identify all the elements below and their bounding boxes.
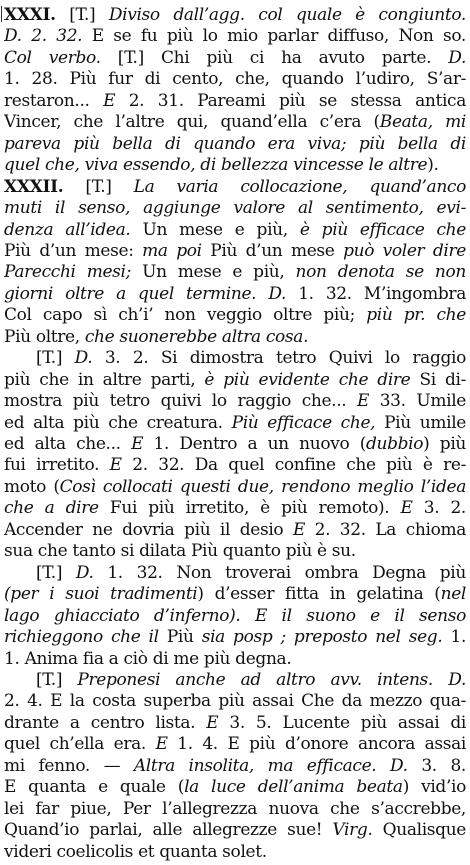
text-line bbox=[4, 839, 466, 865]
text-run: lei far piue, Per l’allegrezza nuova che s’accrebbe, bbox=[4, 798, 466, 819]
text-run: più che in altre parti, bbox=[4, 369, 205, 390]
text-run: [T.] bbox=[36, 348, 75, 369]
text-run: quel che, viva essendo, di bellezza vincesse le altre bbox=[4, 155, 428, 176]
text-run: D. 2. 32. bbox=[4, 26, 92, 47]
text-run: E bbox=[357, 391, 370, 412]
text-run: E se fu più lo mio parlar diffuso, Non so. bbox=[91, 26, 466, 47]
margin-mark bbox=[1, 6, 2, 22]
text-run: 1. 32. M’ingombra bbox=[286, 283, 466, 304]
text-run: [T.] Chi più ci ha avuto parte. bbox=[100, 47, 449, 68]
text-run: La varia collocazione, quand’anco bbox=[133, 176, 466, 197]
text-run: E bbox=[155, 734, 168, 755]
text-run: D. bbox=[74, 348, 93, 369]
text-run: 1. Anima fia a ciò di me più degna. bbox=[4, 648, 292, 669]
text-run: Preponesi anche ad altro avv. intens. bbox=[77, 669, 433, 690]
text-run: ). bbox=[427, 155, 439, 176]
text-run: D. bbox=[448, 47, 466, 68]
text-run: è più efficace che bbox=[299, 219, 466, 240]
text-run: può voler dire bbox=[343, 240, 466, 261]
text-run: 33. Umile bbox=[369, 391, 466, 412]
text-run: Così collocati questi due, rendono meglio l’idea bbox=[59, 476, 466, 497]
text-run: sua che tanto si dilata Più quanto più è su. bbox=[4, 541, 356, 562]
text-run: 2. 4. E la costa superba più assai Che da mezzo qua- bbox=[4, 691, 466, 712]
text-run: moto ( bbox=[4, 476, 60, 497]
text-run bbox=[433, 670, 448, 690]
text-run: Un mese e più, bbox=[130, 219, 300, 240]
text-run: Più d’un mese: bbox=[4, 240, 143, 261]
text-run: 2. 32. La chioma bbox=[305, 519, 466, 540]
text-run: Più bbox=[166, 627, 194, 648]
text-run: mi fenno. — bbox=[4, 755, 134, 776]
text-run: Vincer, che l’altre qui, quand’ella c’era ( bbox=[4, 112, 380, 133]
text-run: Accender ne dovria più il desio bbox=[4, 519, 293, 540]
text-run: denza all’idea. bbox=[4, 219, 131, 240]
text-run: D. bbox=[448, 669, 466, 690]
text-run: mostra più tetro quivi lo raggio che... bbox=[4, 391, 357, 412]
text-run: dubbio bbox=[365, 434, 424, 454]
text-run: che suonerebbe altra cosa. bbox=[84, 326, 309, 347]
text-run: pareva più bella di quando era viva; più bella di bbox=[4, 133, 466, 154]
text-run: E bbox=[206, 712, 219, 733]
text-run: 1. 28. Più fur di cento, che, quando l’udiro, S’ar- bbox=[4, 69, 466, 90]
text-run: [T.] bbox=[36, 669, 78, 690]
text-run: E bbox=[131, 434, 144, 454]
text-run: Altra insolita, ma efficace. bbox=[133, 755, 377, 776]
text-run: XXXII. bbox=[4, 176, 64, 197]
text-run: videri coelicolis et quanta solet. bbox=[4, 841, 267, 862]
text-run: ) più bbox=[423, 434, 466, 454]
text-run: ma poi bbox=[142, 240, 202, 261]
text-run: Qualisque bbox=[372, 820, 466, 841]
text-run: Più d’un mese bbox=[201, 240, 344, 261]
text-run: Più oltre, bbox=[4, 326, 85, 347]
text-run: ( bbox=[4, 584, 11, 605]
text-run: richieggono che il bbox=[4, 627, 167, 648]
text-run: XXXI. bbox=[4, 5, 56, 25]
text-run: giorni oltre a quel termine. bbox=[4, 283, 257, 304]
text-run: 1. 32. Non troverai ombra Degna più bbox=[93, 562, 466, 583]
text-run: [T.] bbox=[55, 5, 109, 25]
text-run bbox=[376, 756, 390, 776]
text-run: sia posp ; preposto nel seg. bbox=[193, 627, 443, 648]
text-run bbox=[256, 284, 268, 304]
text-run: Si di- bbox=[410, 369, 466, 390]
text-run: Diviso dall’agg. col quale è congiunto. bbox=[108, 5, 466, 25]
text-run: Parecchi mesi; bbox=[4, 262, 132, 283]
text-run: Più efficace che, bbox=[231, 412, 376, 433]
text-run: ed alta che... bbox=[4, 434, 132, 454]
text-run: 1. Dentro a un nuovo ( bbox=[143, 434, 366, 454]
text-run: Virg. bbox=[332, 820, 373, 841]
text-run: ed alta più che creatura. bbox=[4, 412, 232, 433]
text-run: 2. 32. Da quel confine che più è re- bbox=[121, 455, 466, 476]
text-run: [T.] bbox=[63, 176, 134, 197]
text-run: Fui più irretito, è più remoto). bbox=[98, 498, 401, 519]
text-run: che a dire bbox=[4, 498, 99, 519]
text-run: 3. 5. Lucente più assai di bbox=[218, 712, 466, 733]
text-run: nel bbox=[440, 584, 466, 605]
text-run: Più umile bbox=[375, 412, 466, 433]
text-run: Quand’io parlai, alle allegrezze sue! bbox=[4, 820, 333, 841]
text-run: E bbox=[109, 455, 122, 476]
text-run: muti il senso, aggiunge valore al sentimento, evi- bbox=[4, 198, 466, 219]
text-run: 1. bbox=[442, 627, 466, 648]
text-run: 3. 8. bbox=[407, 755, 466, 776]
text-run: ) vid’io bbox=[402, 777, 466, 798]
text-run: quel ch’ella era. bbox=[4, 734, 156, 755]
text-run: D. bbox=[75, 562, 94, 583]
text-run: Beata, mi bbox=[379, 112, 466, 133]
text-run: 1. 4. E più d’onore ancora assai bbox=[167, 734, 466, 755]
text-run: Col verbo. bbox=[4, 47, 101, 68]
text-run: più pr. che bbox=[366, 305, 466, 326]
text-run: fui irretito. bbox=[4, 455, 110, 476]
text-run: per i suoi tradimenti bbox=[10, 584, 198, 605]
text-run: 3. 2. Si dimostra tetro Quivi lo raggio bbox=[92, 348, 466, 369]
text-run: è più evidente che dire bbox=[204, 369, 411, 390]
text-run: E bbox=[103, 90, 116, 111]
text-run: non denota se non bbox=[295, 262, 466, 283]
text-run: E quanta e quale ( bbox=[4, 777, 185, 798]
text-run: drante a centro lista. bbox=[4, 712, 207, 733]
text-run: lago ghiacciato d’inferno). E il suono e il senso bbox=[4, 605, 466, 626]
text-run: la luce dell’anima beata bbox=[184, 777, 403, 798]
text-run: E bbox=[292, 519, 305, 540]
text-run: Col capo sì ch’i’ non veggio oltre più; bbox=[4, 305, 367, 326]
text-run: 2. 31. Pareami più se stessa antica bbox=[115, 90, 466, 111]
text-run: E bbox=[400, 498, 413, 519]
text-run: 3. 2. bbox=[412, 498, 466, 519]
text-run: D. bbox=[389, 755, 408, 776]
text-run: Un mese e più, bbox=[131, 262, 296, 283]
text-run: [T.] bbox=[36, 562, 76, 583]
text-run: ) d’esser fitta in gelatina ( bbox=[197, 584, 441, 605]
text-run: D. bbox=[268, 283, 287, 304]
text-run: restaron... bbox=[4, 90, 104, 111]
